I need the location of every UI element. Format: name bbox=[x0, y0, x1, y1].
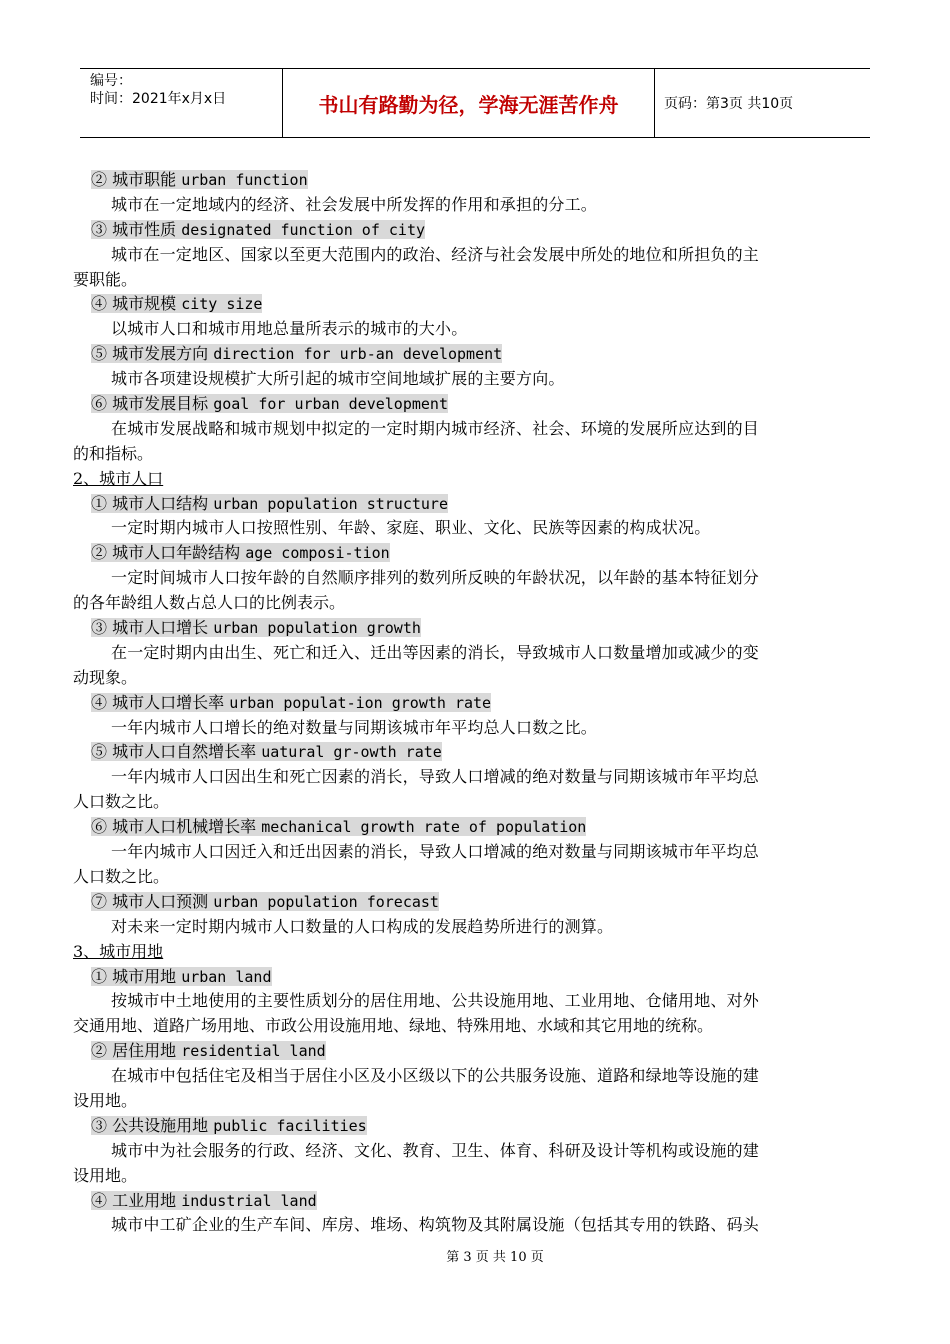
definition-continuation: 的和指标。 bbox=[73, 443, 154, 463]
term-chinese: 城市职能 bbox=[112, 170, 182, 189]
definition-continuation: 动现象。 bbox=[73, 667, 138, 687]
section-heading bbox=[73, 467, 879, 492]
term-chinese: 城市人口年龄结构 bbox=[112, 543, 246, 563]
term-english: age composi-tion bbox=[245, 544, 390, 563]
term-chinese: 城市人口预测 bbox=[112, 891, 214, 911]
term-highlight bbox=[91, 1116, 367, 1135]
term-chinese: 公共设施用地 bbox=[112, 1115, 214, 1135]
term-number: ② bbox=[91, 170, 113, 189]
definition-text: 对未来一定时期内城市人口数量的人口构成的发展趋势所进行的测算。 bbox=[111, 916, 614, 936]
definition-text: 城市在一定地区、国家以至更大范围内的政治、经济与社会发展中所处的地位和所担负的主 bbox=[111, 244, 760, 264]
definition-text: 一年内城市人口因迁入和迁出因素的消长，导致人口增减的绝对数量与同期该城市年平均总 bbox=[111, 842, 760, 862]
term-chinese: 城市人口结构 bbox=[112, 493, 214, 513]
term-number: ④ bbox=[91, 692, 113, 712]
page-header bbox=[80, 68, 870, 138]
section-title: 3、城市用地 bbox=[73, 941, 164, 961]
definition-text: 一年内城市人口增长的绝对数量与同期该城市年平均总人口数之比。 bbox=[111, 717, 598, 737]
term-english: residential land bbox=[181, 1042, 326, 1061]
term-english: public facilities bbox=[213, 1116, 367, 1135]
term-english: goal for urban development bbox=[213, 395, 448, 414]
term-english: mechanical growth rate of population bbox=[261, 818, 587, 837]
term-highlight bbox=[91, 892, 439, 911]
term-chinese: 城市发展方向 bbox=[112, 344, 214, 364]
term-english: urban function bbox=[181, 171, 308, 189]
header-number: 编号： bbox=[90, 73, 132, 89]
section-title: 2、城市人口 bbox=[73, 468, 164, 488]
term-highlight bbox=[91, 742, 442, 761]
term-number: ① bbox=[91, 966, 113, 986]
header-motto: 书山有路勤为径，学海无涯苦作舟 bbox=[283, 69, 655, 137]
term-english: designated function of city bbox=[181, 220, 426, 239]
term-number: ④ bbox=[91, 1190, 113, 1210]
definition-text: 一定时期内城市人口按照性别、年龄、家庭、职业、文化、民族等因素的构成状况。 bbox=[111, 518, 711, 538]
term-english: uatural gr-owth rate bbox=[261, 743, 442, 762]
term-highlight bbox=[91, 344, 502, 363]
term-chinese: 居住用地 bbox=[112, 1041, 182, 1061]
term-highlight bbox=[91, 394, 448, 413]
term-number: ⑤ bbox=[91, 742, 113, 762]
term-highlight bbox=[91, 1041, 326, 1060]
page-footer: 第 3 页 共 10 页 bbox=[446, 1250, 544, 1265]
term-highlight bbox=[91, 543, 390, 562]
definition-continuation: 人口数之比。 bbox=[73, 866, 170, 886]
term-chinese: 城市人口增长率 bbox=[112, 692, 230, 712]
term-english: industrial land bbox=[181, 1191, 317, 1210]
term-english: urban land bbox=[181, 967, 272, 986]
term-heading bbox=[73, 740, 879, 765]
term-number: ② bbox=[91, 1041, 113, 1061]
term-english: urban populat-ion growth rate bbox=[229, 693, 492, 712]
term-highlight bbox=[91, 693, 491, 712]
definition-text: 在城市中包括住宅及相当于居住小区及小区级以下的公共服务设施、道路和绿地等设施的建 bbox=[111, 1066, 760, 1086]
definition-text: 城市各项建设规模扩大所引起的城市空间地域扩展的主要方向。 bbox=[111, 369, 565, 389]
term-chinese: 城市人口自然增长率 bbox=[112, 742, 262, 762]
term-number: ⑤ bbox=[91, 344, 113, 364]
term-english: urban population forecast bbox=[213, 892, 439, 911]
definition-continuation: 人口数之比。 bbox=[73, 792, 170, 812]
term-highlight bbox=[91, 294, 262, 313]
term-number: ④ bbox=[91, 294, 113, 314]
definition-text: 一年内城市人口因出生和死亡因素的消长，导致人口增减的绝对数量与同期该城市年平均总 bbox=[111, 767, 760, 787]
definition-continuation: 交通用地、道路广场用地、市政公用设施用地、绿地、特殊用地、水域和其它用地的统称。 bbox=[73, 1016, 714, 1036]
term-english: urban population structure bbox=[213, 494, 448, 513]
term-chinese: 城市规模 bbox=[112, 294, 182, 314]
term-english: direction for urb-an development bbox=[213, 345, 503, 364]
term-heading bbox=[73, 1189, 879, 1214]
term-heading bbox=[73, 965, 879, 990]
definition-continuation: 设用地。 bbox=[73, 1090, 138, 1110]
term-number: ⑦ bbox=[91, 891, 113, 911]
term-highlight bbox=[91, 618, 421, 637]
term-number: ⑥ bbox=[91, 817, 113, 837]
term-number: ② bbox=[91, 543, 113, 563]
term-number: ⑥ bbox=[91, 394, 113, 414]
term-heading bbox=[73, 1039, 879, 1064]
definition-text: 在城市发展战略和城市规划中拟定的一定时期内城市经济、社会、环境的发展所应达到的目 bbox=[111, 418, 760, 438]
term-english: urban population growth bbox=[213, 619, 421, 638]
header-time: 时间：2021年x月x日 bbox=[90, 91, 227, 107]
definition-text: 以城市人口和城市用地总量所表示的城市的大小。 bbox=[111, 319, 468, 339]
definition-text: 城市在一定地域内的经济、社会发展中所发挥的作用和承担的分工。 bbox=[111, 194, 598, 214]
header-meta bbox=[80, 69, 283, 137]
term-heading bbox=[73, 342, 879, 367]
definition-continuation: 要职能。 bbox=[73, 269, 138, 289]
term-chinese: 工业用地 bbox=[112, 1190, 182, 1210]
term-chinese: 城市性质 bbox=[112, 219, 182, 239]
definition-continuation: 的各年龄组人数占总人口的比例表示。 bbox=[73, 593, 346, 613]
section-heading bbox=[73, 940, 879, 965]
term-heading bbox=[73, 492, 879, 517]
definition-continuation: 设用地。 bbox=[73, 1165, 138, 1185]
term-heading bbox=[73, 292, 879, 317]
document-body bbox=[73, 168, 879, 1238]
term-heading bbox=[73, 1114, 879, 1139]
term-heading bbox=[73, 815, 879, 840]
term-number: ③ bbox=[91, 219, 113, 239]
term-english: city size bbox=[181, 295, 263, 314]
term-chinese: 城市人口增长 bbox=[112, 618, 214, 638]
definition-text: 一定时间城市人口按年龄的自然顺序排列的数列所反映的年龄状况，以年龄的基本特征划分 bbox=[111, 568, 760, 588]
term-heading bbox=[73, 168, 879, 193]
term-heading bbox=[73, 392, 879, 417]
term-heading bbox=[73, 616, 879, 641]
term-highlight bbox=[91, 1191, 317, 1210]
header-page-number: 页码：第3页 共10页 bbox=[664, 96, 794, 112]
definition-text: 按城市中土地使用的主要性质划分的居住用地、公共设施用地、工业用地、仓储用地、对外 bbox=[111, 991, 760, 1011]
term-heading bbox=[73, 541, 879, 566]
term-number: ① bbox=[91, 493, 113, 513]
term-heading bbox=[73, 691, 879, 716]
term-highlight bbox=[91, 220, 425, 239]
term-highlight bbox=[91, 494, 448, 513]
definition-text: 城市中工矿企业的生产车间、库房、堆场、构筑物及其附属设施（包括其专用的铁路、码头 bbox=[111, 1215, 760, 1235]
term-highlight bbox=[91, 967, 272, 986]
term-chinese: 城市发展目标 bbox=[112, 394, 214, 414]
term-chinese: 城市人口机械增长率 bbox=[112, 817, 262, 837]
term-number: ③ bbox=[91, 1115, 113, 1135]
term-highlight bbox=[91, 170, 308, 189]
term-chinese: 城市用地 bbox=[112, 966, 182, 986]
term-heading bbox=[73, 890, 879, 915]
term-heading bbox=[73, 218, 879, 243]
definition-text: 在一定时期内由出生、死亡和迁入、迁出等因素的消长，导致城市人口数量增加或减少的变 bbox=[111, 642, 760, 662]
definition-text: 城市中为社会服务的行政、经济、文化、教育、卫生、体育、科研及设计等机构或设施的建 bbox=[111, 1140, 760, 1160]
term-highlight bbox=[91, 817, 586, 836]
term-number: ③ bbox=[91, 618, 113, 638]
